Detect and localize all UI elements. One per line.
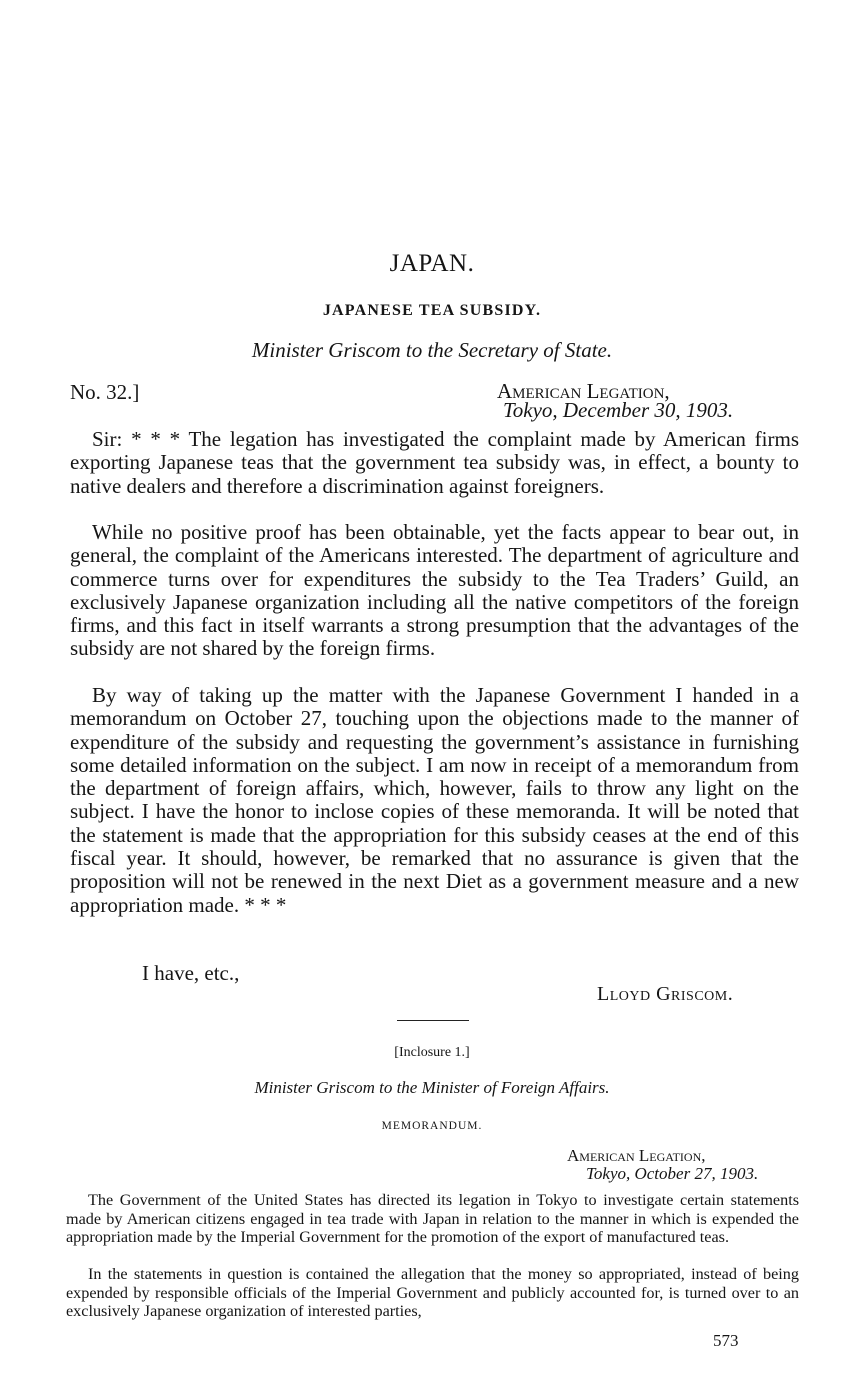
memorandum-paragraph-1: The Government of the United States has directed its legation in Tokyo to investigate certain statements made by American citizens engaged in tea trade with Japan in relation to the manner in which is expended the appropriation made by the Imperial Government for the promotion of the export of manufactured teas. — [66, 1191, 799, 1246]
subject-heading: JAPANESE TEA SUBSIDY. — [322, 302, 542, 319]
inclosure-correspondence: Minister Griscom to the Minister of Foreign Affairs. — [254, 1078, 610, 1097]
memorandum-heading: MEMORANDUM. — [381, 1120, 483, 1132]
inclosure-place-date: Tokyo, October 27, 1903. — [586, 1164, 759, 1183]
dispatch-paragraph-3: By way of taking up the matter with the Japanese Government I handed in a memorandum on October 27, touching upon the objections made to the manner of expenditure of the subsidy and requesting the government’s assistance in furnishing some detailed information on the subject. I am now in receipt of a memorandum from the department of foreign affairs, which, however, fails to throw any light on the subject. I have the honor to inclose copies of these memoranda. It will be noted that the statement is made that the appropriation for this subsidy ceases at the end of this fiscal year. It should, however, be remarked that no assurance is given that the proposition will not be renewed in the next Diet as a government measure and a new appropriation made. * * * — [70, 683, 799, 917]
section-divider — [397, 1020, 469, 1021]
country-heading: JAPAN. — [389, 250, 475, 277]
dispatch-paragraph-1: Sir: * * * The legation has investigated the complaint made by American firms exporting Japanese teas that the government tea subsidy was, in effect, a bounty to native dealers and therefore a discrimination against foreigners. — [70, 427, 799, 498]
dispatch-legation: American Legation, — [497, 379, 670, 403]
dispatch-signature: Lloyd Griscom. — [597, 983, 734, 1005]
dispatch-paragraph-2: While no positive proof has been obtainable, yet the facts appear to bear out, in general, the complaint of the Americans interested. The department of agriculture and commerce turns over for expenditures the subsidy to the Tea Traders’ Guild, an exclusively Japanese organization including all the native competitors of the foreign firms, and this fact in itself warrants a strong presumption that the advantages of the subsidy are not shared by the foreign firms. — [70, 520, 799, 661]
dispatch-number: No. 32.] — [70, 380, 140, 404]
page-number: 573 — [713, 1331, 739, 1350]
dispatch-closing: I have, etc., — [142, 961, 240, 985]
dispatch-place-date: Tokyo, December 30, 1903. — [503, 398, 734, 422]
memorandum-paragraph-2: In the statements in question is contained the allegation that the money so appropriated, instead of being expended by responsible officials of the Imperial Government and publicly accounted for, is turned over to an exclusively Japanese organization of interested parties, — [66, 1265, 799, 1320]
inclosure-legation: American Legation, — [567, 1146, 706, 1165]
inclosure-label: [Inclosure 1.] — [394, 1045, 470, 1060]
correspondence-heading: Minister Griscom to the Secretary of State. — [251, 338, 613, 362]
